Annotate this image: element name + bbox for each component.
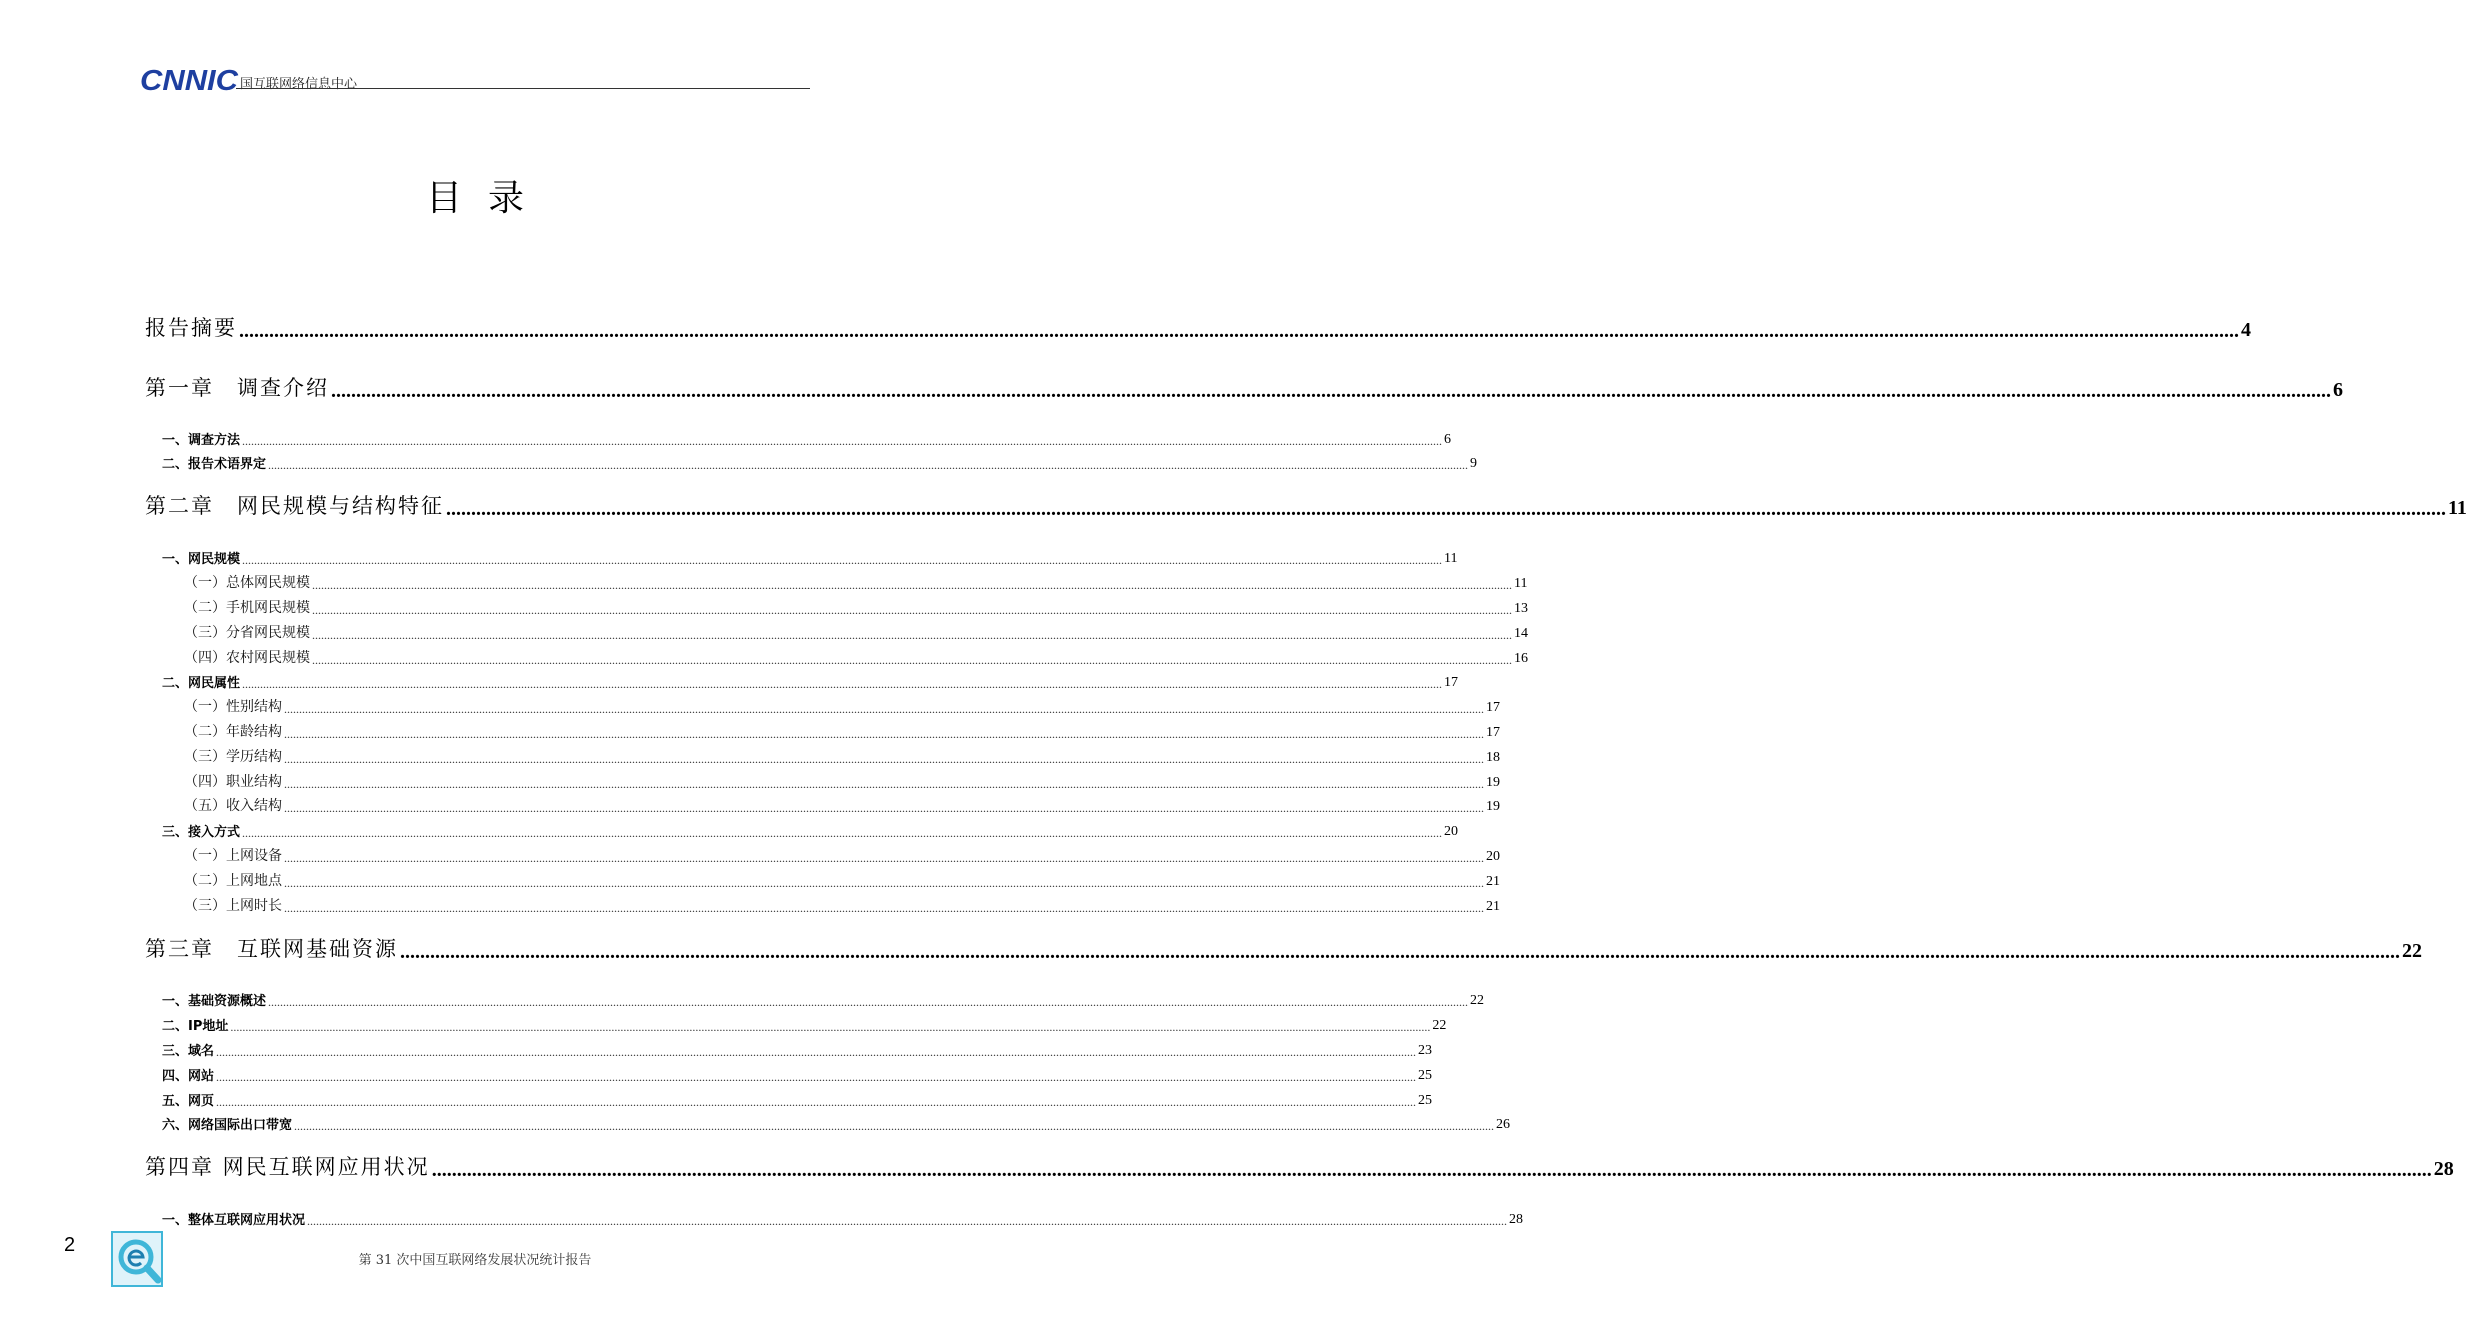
toc-section-row[interactable] <box>162 1039 1433 1059</box>
toc-section-row[interactable] <box>162 1113 1511 1133</box>
toc-subsection-row[interactable] <box>184 771 1500 791</box>
toc-page-number: 6 <box>2333 379 2343 401</box>
toc-entry-label: 一、基础资源概述 <box>162 994 267 1009</box>
toc-dot-leader: ................................................................................................................................................................................................................................................................................................................................................................................................................ <box>284 801 1484 815</box>
toc-dot-leader: ................................................................................................................................................................................................................................................................................................................................................................................................................ <box>312 653 1512 667</box>
toc-entry-label: 第二章 网民规模与结构特征 <box>145 494 444 518</box>
toc-entry-label: （一）总体网民规模 <box>184 575 310 591</box>
toc-subsection-row[interactable] <box>184 845 1500 865</box>
toc-subsection-row[interactable] <box>184 795 1500 815</box>
toc-entry-label: （三）学历结构 <box>184 749 282 765</box>
toc-dot-leader: ................................................................................................................................................................................................................................................................................................................................................................................................................ <box>242 677 1443 691</box>
toc-entry-label: （二）手机网民规模 <box>184 600 310 616</box>
toc-entry-label: 第一章 调查介绍 <box>145 376 329 400</box>
toc-entry-label: 报告摘要 <box>145 316 237 340</box>
toc-entry-label: （四）职业结构 <box>184 774 282 790</box>
toc-entry-label: 一、调查方法 <box>162 433 241 448</box>
toc-dot-leader: ................................................................................................................................................................................................................................................................................................................................................................................................................ <box>239 320 2239 342</box>
toc-dot-leader: ................................................................................................................................................................................................................................................................................................................................................................................................................ <box>400 941 2400 963</box>
toc-section-row[interactable] <box>162 428 1452 448</box>
toc-dot-leader: ................................................................................................................................................................................................................................................................................................................................................................................................................ <box>294 1119 1495 1133</box>
toc-subsection-row[interactable] <box>184 572 1528 592</box>
toc-section-row[interactable] <box>162 671 1459 691</box>
toc-entry-label: （三）上网时长 <box>184 898 282 914</box>
page-header <box>140 65 810 97</box>
toc-entry-label: 二、IP地址 <box>162 1019 229 1034</box>
toc-dot-leader: ................................................................................................................................................................................................................................................................................................................................................................................................................ <box>284 727 1484 741</box>
toc-entry-label: 五、网页 <box>162 1094 215 1109</box>
toc-page-number: 21 <box>1486 874 1500 889</box>
toc-dot-leader: ................................................................................................................................................................................................................................................................................................................................................................................................................ <box>307 1214 1508 1228</box>
toc-dot-leader: ................................................................................................................................................................................................................................................................................................................................................................................................................ <box>268 458 1469 472</box>
toc-entry-label: 四、网站 <box>162 1069 215 1084</box>
toc-page-number: 9 <box>1470 456 1478 471</box>
toc-subsection-row[interactable] <box>184 870 1500 890</box>
toc-dot-leader: ................................................................................................................................................................................................................................................................................................................................................................................................................ <box>216 1045 1417 1059</box>
toc-subsection-row[interactable] <box>184 597 1528 617</box>
toc-page-number: 4 <box>2241 319 2251 341</box>
toc-page-number: 18 <box>1486 750 1500 765</box>
toc-section-row[interactable] <box>162 547 1458 567</box>
toc-dot-leader: ................................................................................................................................................................................................................................................................................................................................................................................................................ <box>431 1159 2432 1181</box>
toc-dot-leader: ................................................................................................................................................................................................................................................................................................................................................................................................................ <box>284 901 1484 915</box>
toc-page-number: 28 <box>1509 1212 1524 1227</box>
toc-page-number: 25 <box>1418 1093 1433 1108</box>
toc-section-row[interactable] <box>162 1089 1433 1109</box>
toc-dot-leader: ................................................................................................................................................................................................................................................................................................................................................................................................................ <box>242 826 1443 840</box>
toc-page-number: 20 <box>1486 849 1500 864</box>
toc-dot-leader: ................................................................................................................................................................................................................................................................................................................................................................................................................ <box>284 777 1484 791</box>
toc-page-number: 11 <box>1444 551 1458 566</box>
toc-entry-label: 二、报告术语界定 <box>162 457 267 472</box>
toc-entry-label: （二）上网地点 <box>184 873 282 889</box>
toc-entry-label: 一、整体互联网应用状况 <box>162 1213 306 1228</box>
toc-page-number: 19 <box>1486 799 1500 814</box>
toc-subsection-row[interactable] <box>184 895 1500 915</box>
toc-dot-leader: ................................................................................................................................................................................................................................................................................................................................................................................................................ <box>446 498 2446 520</box>
toc-entry-label: 第三章 互联网基础资源 <box>145 937 398 961</box>
toc-entry-label: 一、网民规模 <box>162 552 241 567</box>
toc-entry-label: 六、网络国际出口带宽 <box>162 1118 293 1133</box>
toc-dot-leader: ................................................................................................................................................................................................................................................................................................................................................................................................................ <box>216 1070 1417 1084</box>
toc-entry-label: （二）年龄结构 <box>184 724 282 740</box>
toc-dot-leader: ................................................................................................................................................................................................................................................................................................................................................................................................................ <box>242 434 1443 448</box>
toc-page-number: 17 <box>1486 700 1500 715</box>
toc-page-number: 11 <box>1514 576 1528 591</box>
toc-page-number: 17 <box>1444 675 1459 690</box>
toc-entry-label: （四）农村网民规模 <box>184 650 310 666</box>
toc-section-row[interactable] <box>162 1014 1447 1034</box>
toc-page-number: 28 <box>2433 1158 2454 1180</box>
toc-dot-leader: ................................................................................................................................................................................................................................................................................................................................................................................................................ <box>216 1095 1417 1109</box>
toc-dot-leader: ................................................................................................................................................................................................................................................................................................................................................................................................................ <box>284 702 1484 716</box>
toc-page-number: 26 <box>1496 1117 1511 1132</box>
toc-entry-label: 二、网民属性 <box>162 676 241 691</box>
toc-dot-leader: ................................................................................................................................................................................................................................................................................................................................................................................................................ <box>312 578 1512 592</box>
org-name: 国互联网络信息中心 <box>240 77 358 92</box>
toc-page-number: 20 <box>1444 824 1459 839</box>
toc-dot-leader: ................................................................................................................................................................................................................................................................................................................................................................................................................ <box>284 752 1484 766</box>
toc-page-number: 19 <box>1486 775 1500 790</box>
toc-entry-label: 三、域名 <box>162 1044 215 1059</box>
toc-chapter-row[interactable] <box>145 312 2251 342</box>
toc-dot-leader: ................................................................................................................................................................................................................................................................................................................................................................................................................ <box>331 380 2331 402</box>
toc-subsection-row[interactable] <box>184 647 1528 667</box>
toc-entry-label: （三）分省网民规模 <box>184 625 310 641</box>
toc-page-number: 6 <box>1444 432 1452 447</box>
toc-chapter-row[interactable] <box>145 490 2467 520</box>
toc-page-number: 22 <box>2402 940 2422 962</box>
header-rule <box>236 88 810 89</box>
toc-page-number: 21 <box>1486 899 1500 914</box>
toc-subsection-row[interactable] <box>184 622 1528 642</box>
footer-report-title: 第 31 次中国互联网络发展状况统计报告 <box>358 1253 592 1268</box>
toc-page-number: 22 <box>1470 993 1485 1008</box>
toc-entry-label: 第四章 网民互联网应用状况 <box>145 1155 430 1179</box>
toc-dot-leader: ................................................................................................................................................................................................................................................................................................................................................................................................................ <box>230 1020 1431 1034</box>
toc-section-row[interactable] <box>162 1064 1433 1084</box>
svg-text:CNNIC: CNNIC <box>140 65 240 97</box>
toc-subsection-row[interactable] <box>184 746 1500 766</box>
page-number: 2 <box>64 1234 76 1256</box>
toc-chapter-row[interactable] <box>145 933 2422 963</box>
toc-entry-label: （一）性别结构 <box>184 699 282 715</box>
toc-chapter-row[interactable] <box>145 372 2343 402</box>
toc-dot-leader: ................................................................................................................................................................................................................................................................................................................................................................................................................ <box>284 876 1484 890</box>
toc-page-number: 16 <box>1514 651 1528 666</box>
toc-subsection-row[interactable] <box>184 721 1500 741</box>
toc-entry-label: （一）上网设备 <box>184 848 282 864</box>
toc-dot-leader: ................................................................................................................................................................................................................................................................................................................................................................................................................ <box>268 995 1469 1009</box>
toc-chapter-row[interactable] <box>145 1151 2454 1181</box>
toc-dot-leader: ................................................................................................................................................................................................................................................................................................................................................................................................................ <box>284 851 1484 865</box>
toc-page-number: 13 <box>1514 601 1528 616</box>
toc-section-row[interactable] <box>162 989 1485 1009</box>
toc-dot-leader: ................................................................................................................................................................................................................................................................................................................................................................................................................ <box>312 628 1512 642</box>
toc-entry-label: （五）收入结构 <box>184 798 282 814</box>
toc-page-number: 11 <box>2448 497 2467 519</box>
toc-section-row[interactable] <box>162 820 1459 840</box>
toc-page-number: 22 <box>1432 1018 1447 1033</box>
toc-page-number: 14 <box>1514 626 1528 641</box>
toc-page-number: 17 <box>1486 725 1500 740</box>
toc-entry-label: 三、接入方式 <box>162 825 241 840</box>
toc-section-row[interactable] <box>162 1208 1524 1228</box>
toc-dot-leader: ................................................................................................................................................................................................................................................................................................................................................................................................................ <box>312 603 1512 617</box>
toc-dot-leader: ................................................................................................................................................................................................................................................................................................................................................................................................................ <box>242 553 1443 567</box>
cnnic-logo <box>140 65 240 97</box>
page-title: 目录 <box>425 178 550 219</box>
toc-page-number: 23 <box>1418 1043 1433 1058</box>
toc-section-row[interactable] <box>162 452 1478 472</box>
toc-subsection-row[interactable] <box>184 696 1500 716</box>
toc-page-number: 25 <box>1418 1068 1433 1083</box>
